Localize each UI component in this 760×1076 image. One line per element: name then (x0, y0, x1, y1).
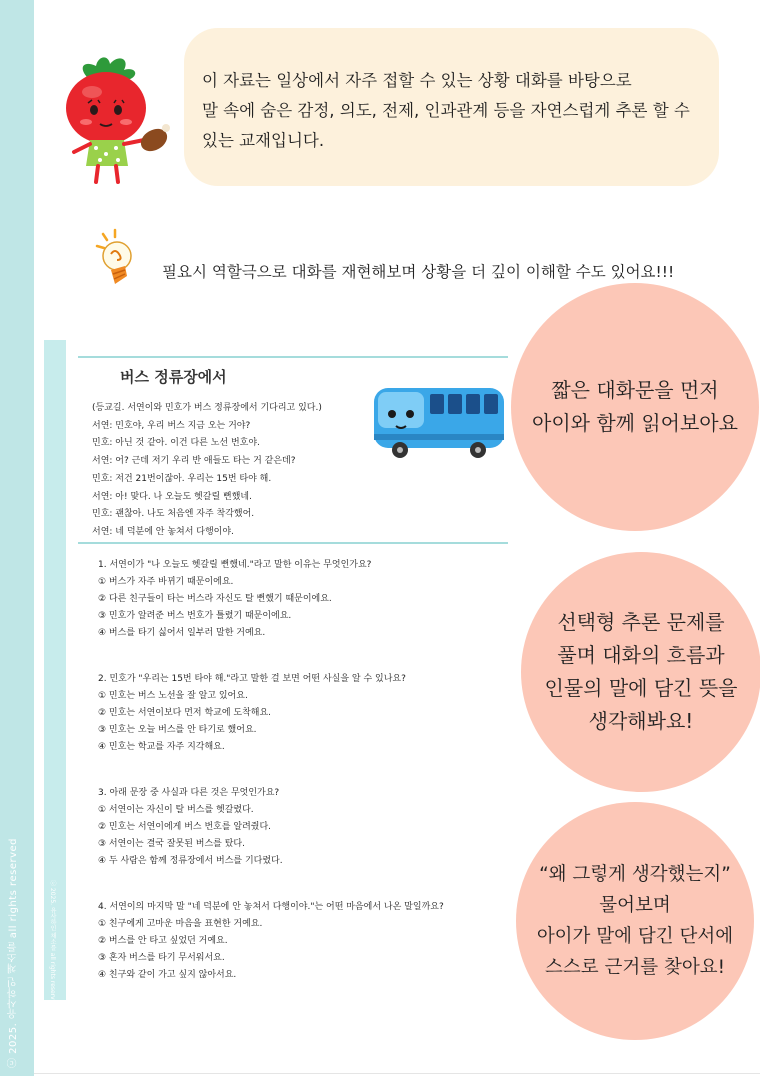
question-4 (98, 898, 508, 1012)
question-option: ① 민호는 버스 노선을 잘 알고 있어요. (98, 691, 248, 701)
dialogue-line: 서연: 네 덕분에 안 놓쳐서 다행이야. (92, 526, 234, 537)
worksheet-side-strip (44, 340, 66, 1008)
dialogue-line: 서연: 아! 맞다. 나 오늘도 헷갈릴 뻔했네. (92, 491, 252, 502)
bubble-line: 물어보며 (599, 895, 671, 916)
bubble-line: 생각해봐요! (588, 709, 694, 733)
copyright-text: ⓒ 2025. 유사하인 채소를 all rights reserved (8, 837, 19, 1068)
intro-line-3: 있는 교재입니다. (202, 131, 325, 150)
intro-line-1: 이 자료는 일상에서 자주 접할 수 있는 상황 대화를 바탕으로 (202, 71, 632, 90)
question-prompt: 1. 서연이가 "나 오늘도 헷갈릴 뻔했네."라고 말한 이유는 무엇인가요? (98, 560, 372, 570)
question-option: ④ 두 사람은 함께 정류장에서 버스를 기다렸다. (98, 856, 283, 866)
worksheet-top-rule (78, 356, 508, 358)
question-option: ① 친구에게 고마운 마음을 표현한 거예요. (98, 919, 263, 929)
worksheet (44, 340, 512, 1008)
guide-bubble-read-dialogue (511, 283, 759, 531)
worksheet-copyright: ⓒ 2025. 유사하인 채소를 all rights reserved (49, 880, 56, 1008)
question-list (98, 556, 508, 1012)
dialogue-line: (등교길. 서연이와 민호가 버스 정류장에서 기다리고 있다.) (92, 403, 322, 413)
question-option: ① 서연이는 자신이 탈 버스를 헷갈렸다. (98, 805, 254, 815)
intro-line-2: 말 속에 숨은 감정, 의도, 전제, 인과관계 등을 자연스럽게 추론 할 수 (202, 101, 690, 120)
dialogue-line: 민호: 저건 21번이잖아. 우리는 15번 타야 해. (92, 473, 272, 484)
question-prompt: 3. 아래 문장 중 사실과 다른 것은 무엇인가요? (98, 788, 280, 798)
question-option: ④ 민호는 학교를 자주 지각해요. (98, 742, 225, 752)
intro-box (184, 28, 719, 186)
question-option: ③ 혼자 버스를 타기 무서워서요. (98, 953, 225, 963)
bubble-line: 짧은 대화문을 먼저 (551, 378, 719, 402)
question-2 (98, 670, 508, 784)
tomato-character-illustration (48, 48, 178, 188)
bubble-line: 풀며 대화의 흐름과 (557, 643, 725, 667)
question-option: ③ 민호가 알려준 버스 번호가 틀렸기 때문이에요. (98, 611, 292, 621)
question-option: ① 버스가 자주 바뀌기 때문이에요. (98, 577, 234, 587)
bubble-line: “왜 그렇게 생각했는지” (539, 864, 731, 885)
bubble-line: 아이와 함께 읽어보아요 (532, 411, 738, 435)
dialogue-line: 서연: 민호야, 우리 버스 지금 오는 거야? (92, 420, 251, 431)
dialogue-block (92, 400, 362, 542)
question-option: ② 버스를 안 타고 싶었던 거예요. (98, 936, 228, 946)
question-option: ③ 서연이는 결국 잘못된 버스를 탔다. (98, 839, 245, 849)
worksheet-title: 버스 정류장에서 (120, 368, 227, 386)
question-option: ② 다른 친구들이 타는 버스라 자신도 탈 뻔했기 때문이에요. (98, 594, 332, 604)
question-option: ④ 버스를 타기 싫어서 일부러 말한 거예요. (98, 628, 266, 638)
question-option: ② 민호는 서연이에게 버스 번호를 알려줬다. (98, 822, 272, 832)
question-prompt: 4. 서연이의 마지막 말 "네 덕분에 안 놓쳐서 다행이야."는 어떤 마음에서 나온 말일까요? (98, 902, 444, 912)
bubble-line: 인물의 말에 담긴 뜻을 (544, 676, 738, 700)
guide-bubble-inference-questions (521, 552, 760, 792)
bubble-line: 선택형 추론 문제를 (557, 610, 725, 634)
dialogue-line: 민호: 괜찮아. 나도 처음엔 자주 착각했어. (92, 509, 255, 520)
question-option: ② 민호는 서연이보다 먼저 학교에 도착해요. (98, 708, 272, 718)
guide-bubble-ask-why (516, 802, 754, 1040)
question-prompt: 2. 민호가 "우리는 15번 타야 해."라고 말한 걸 보면 어떤 사실을 알 수 있나요? (98, 674, 406, 684)
tip-text: 필요시 역할극으로 대화를 재현해보며 상황을 더 깊이 이해할 수도 있어요!!! (162, 263, 675, 281)
bubble-line: 스스로 근거를 찾아요! (544, 957, 725, 978)
worksheet-divider (78, 542, 508, 544)
question-option: ④ 친구와 같이 가고 싶지 않아서요. (98, 970, 237, 980)
bubble-line: 아이가 말에 담긴 단서에 (536, 926, 734, 947)
left-sidebar (0, 0, 34, 1076)
dialogue-line: 서연: 어? 근데 저기 우리 반 애들도 타는 거 같은데? (92, 456, 296, 467)
question-3 (98, 784, 508, 898)
question-1 (98, 556, 508, 670)
dialogue-line: 민호: 아닌 것 같아. 이건 다른 노선 번호야. (92, 438, 260, 449)
bottom-divider (34, 1073, 760, 1074)
lightbulb-icon (93, 228, 141, 292)
question-option: ③ 민호는 오늘 버스를 안 타기로 했어요. (98, 725, 257, 735)
bus-illustration (370, 384, 508, 464)
